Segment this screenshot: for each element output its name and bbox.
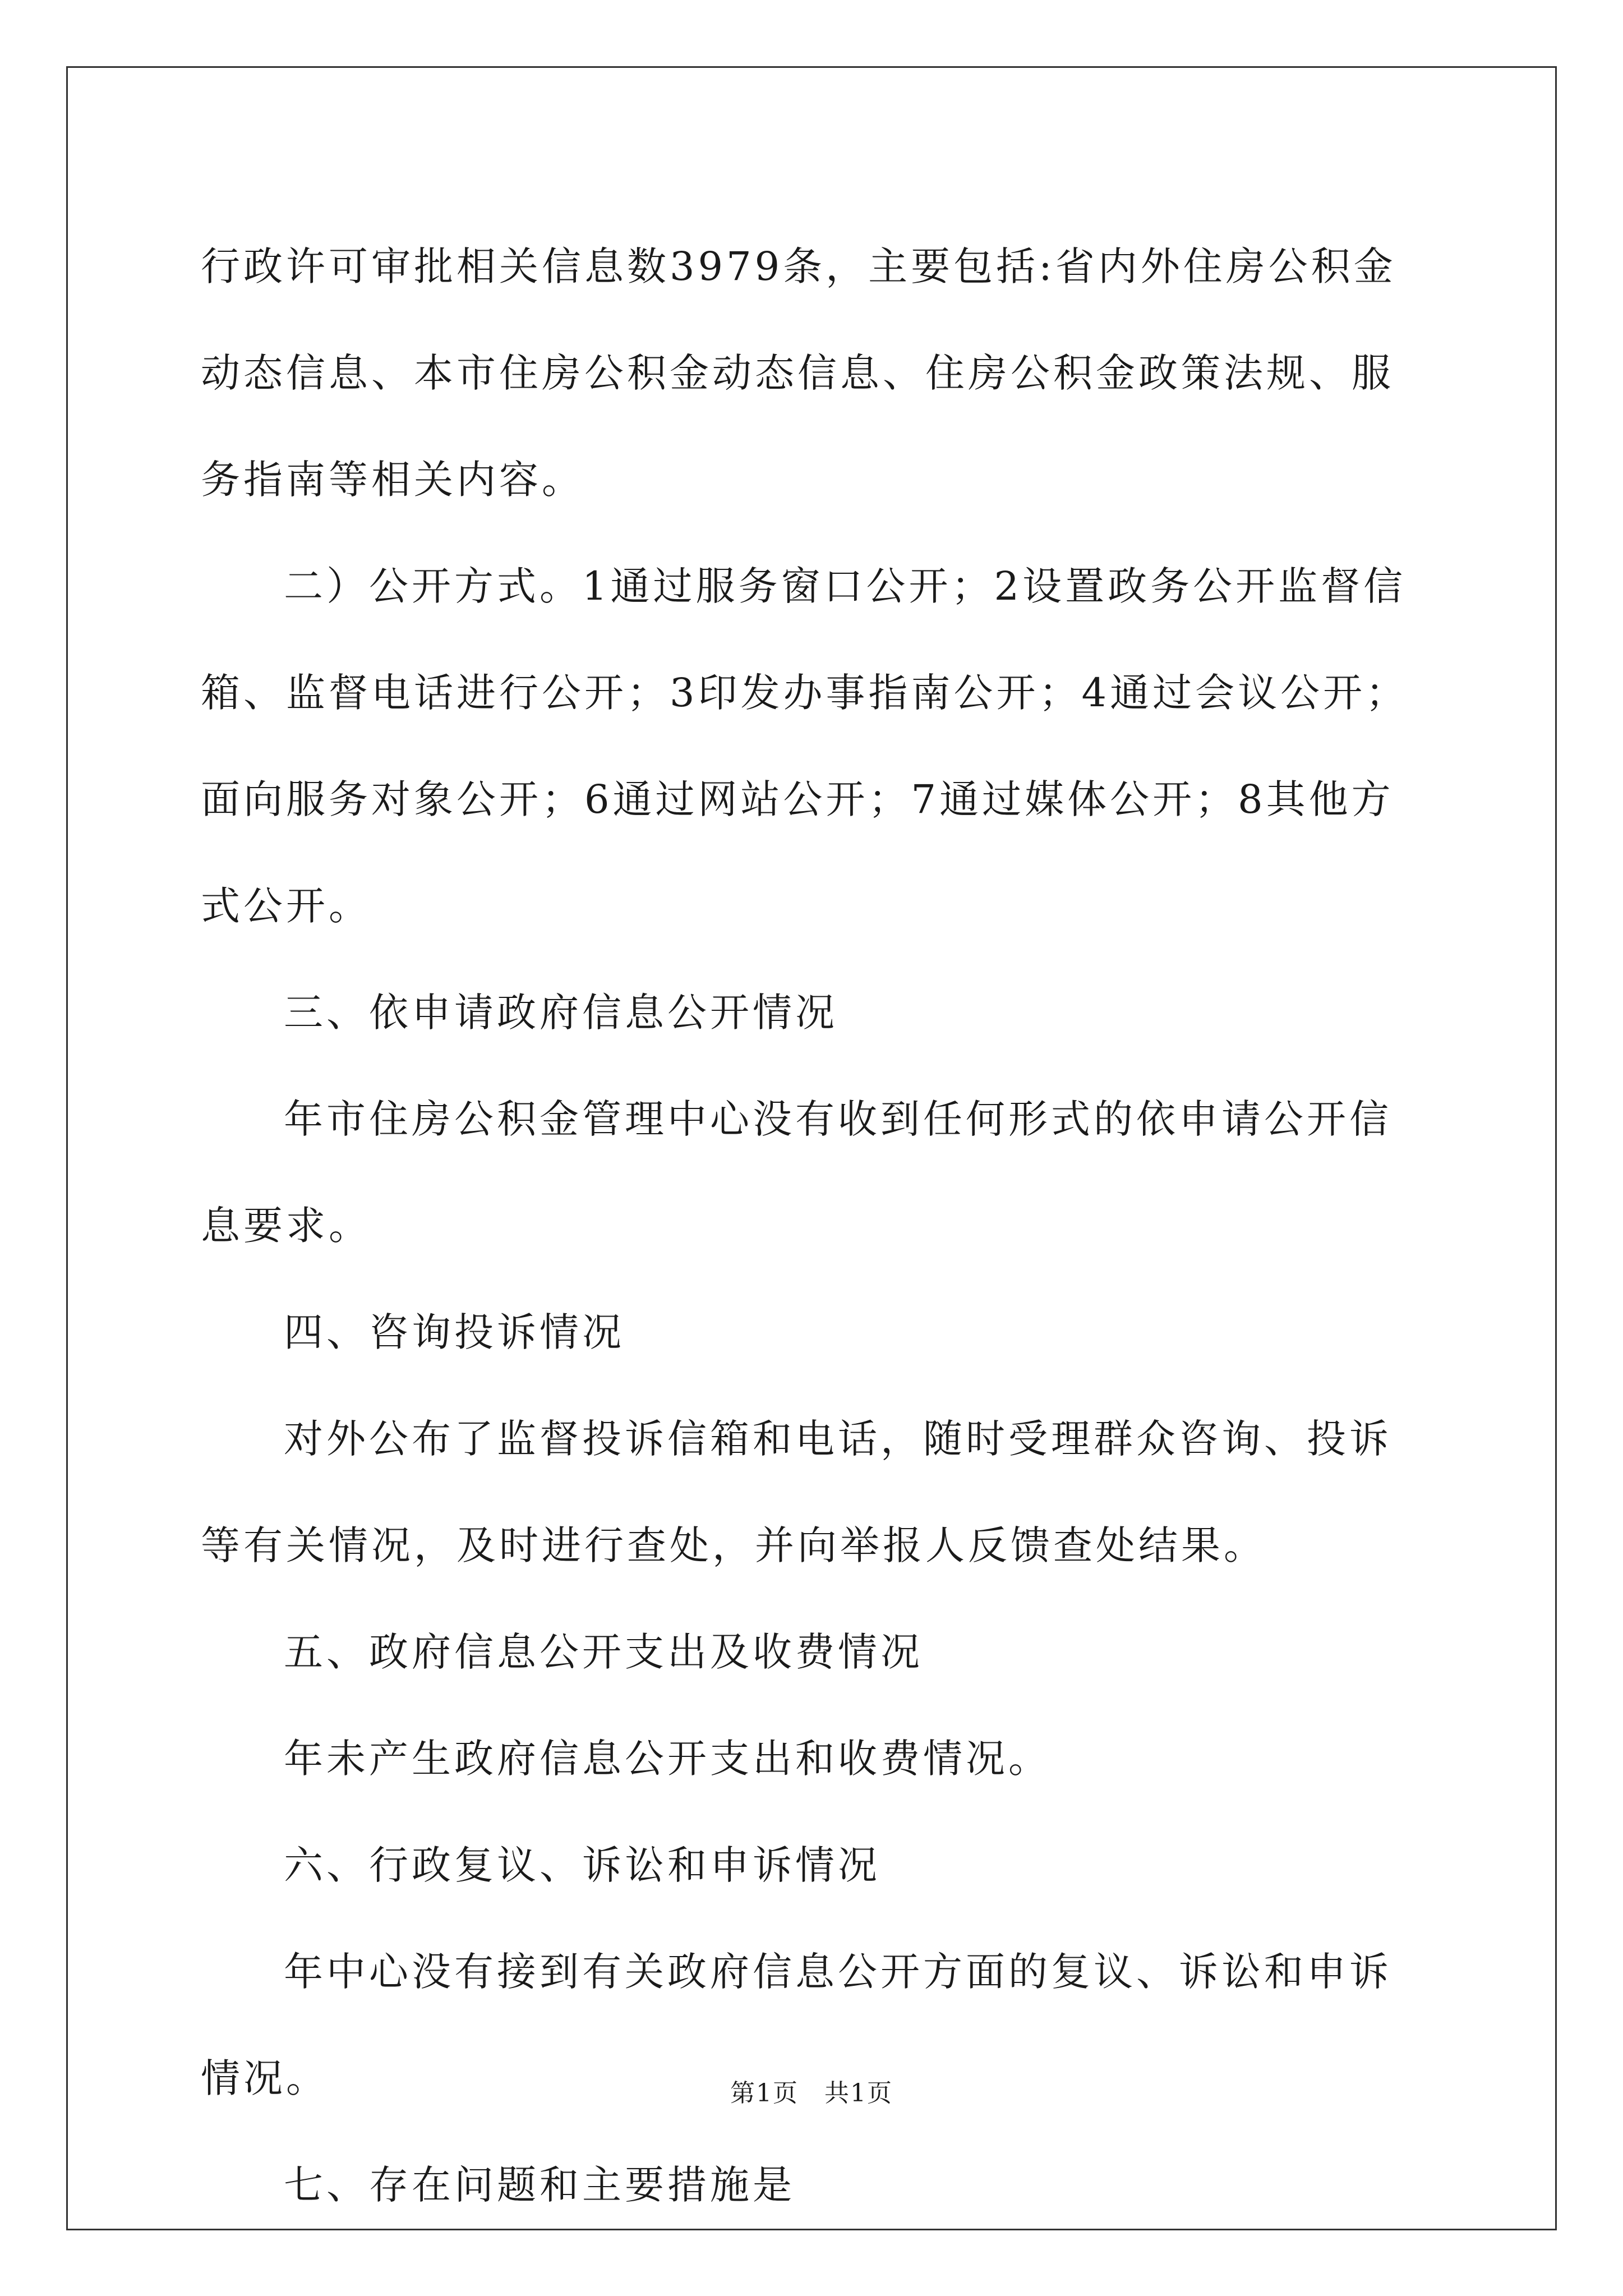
page-number-footer: 第1页 共1页: [730, 2079, 893, 2108]
paragraph-scope-content: 行政许可审批相关信息数3979条，主要包括:省内外住房公积金动态信息、本市住房公积金动态信息、住房公积金政策法规、服务指南等相关内容。: [201, 243, 1396, 503]
paragraph-section-5: 年未产生政府信息公开支出和收费情况。: [284, 1736, 1051, 1782]
paragraph-section-3: 年市住房公积金管理中心没有收到任何形式的依申请公开信息要求。: [201, 1096, 1392, 1249]
heading-section-6: 六、行政复议、诉讼和申诉情况: [284, 1842, 880, 1888]
heading-section-7: 七、存在问题和主要措施是: [284, 2162, 795, 2208]
heading-section-5: 五、政府信息公开支出及收费情况: [284, 1629, 923, 1675]
paragraph-section-6: 年中心没有接到有关政府信息公开方面的复议、诉讼和申诉情况。: [201, 1949, 1392, 2101]
paragraph-disclosure-methods: 二）公开方式。1通过服务窗口公开；2设置政务公开监督信箱、监督电话进行公开；3印发办事指南公开；4通过会议公开；面向服务对象公开；6通过网站公开；7通过媒体公开；8其他方式公开。: [201, 563, 1409, 929]
heading-section-3: 三、依申请政府信息公开情况: [284, 990, 838, 1036]
heading-section-4: 四、咨询投诉情况: [284, 1309, 625, 1355]
paragraph-section-4: 对外公布了监督投诉信箱和电话，随时受理群众咨询、投诉等有关情况，及时进行查处，并向举报人反馈查处结果。: [201, 1416, 1392, 1568]
document-body: [201, 213, 1423, 2238]
